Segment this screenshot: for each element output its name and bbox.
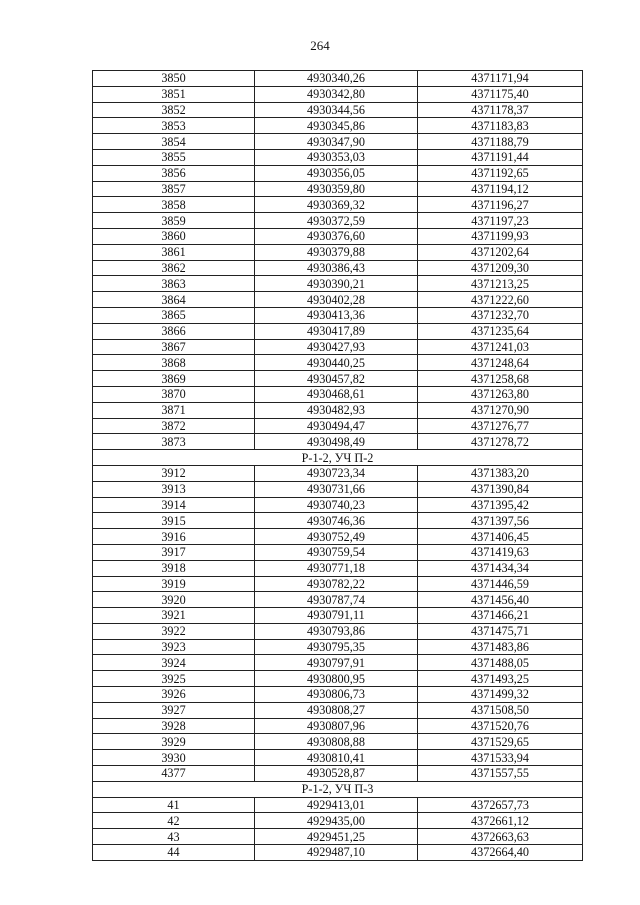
point-number-cell: 3870 — [93, 386, 255, 402]
y-coordinate-cell: 4371278,72 — [418, 434, 583, 450]
point-number-cell: 42 — [93, 813, 255, 829]
y-coordinate-cell: 4371241,03 — [418, 339, 583, 355]
point-number-cell: 3925 — [93, 671, 255, 687]
point-number-cell: 3916 — [93, 529, 255, 545]
x-coordinate-cell: 4930372,59 — [255, 213, 418, 229]
table-row — [93, 418, 583, 434]
point-number-cell: 43 — [93, 829, 255, 845]
y-coordinate-cell: 4371183,83 — [418, 118, 583, 134]
table-row — [93, 307, 583, 323]
y-coordinate-cell: 4371475,71 — [418, 623, 583, 639]
x-coordinate-cell: 4930782,22 — [255, 576, 418, 592]
table-row — [93, 149, 583, 165]
point-number-cell: 3865 — [93, 307, 255, 323]
y-coordinate-cell: 4371248,64 — [418, 355, 583, 371]
y-coordinate-cell: 4371406,45 — [418, 529, 583, 545]
table-row — [93, 371, 583, 387]
y-coordinate-cell: 4371199,93 — [418, 228, 583, 244]
x-coordinate-cell: 4930386,43 — [255, 260, 418, 276]
table-row — [93, 702, 583, 718]
y-coordinate-cell: 4371232,70 — [418, 307, 583, 323]
table-row — [93, 687, 583, 703]
y-coordinate-cell: 4371209,30 — [418, 260, 583, 276]
point-number-cell: 44 — [93, 845, 255, 861]
x-coordinate-cell: 4930752,49 — [255, 529, 418, 545]
point-number-cell: 3863 — [93, 276, 255, 292]
point-number-cell: 3928 — [93, 718, 255, 734]
x-coordinate-cell: 4930797,91 — [255, 655, 418, 671]
table-row — [93, 197, 583, 213]
y-coordinate-cell: 4372661,12 — [418, 813, 583, 829]
x-coordinate-cell: 4930807,96 — [255, 718, 418, 734]
x-coordinate-cell: 4930810,41 — [255, 750, 418, 766]
table-row — [93, 639, 583, 655]
y-coordinate-cell: 4371263,80 — [418, 386, 583, 402]
point-number-cell: 3871 — [93, 402, 255, 418]
x-coordinate-cell: 4930731,66 — [255, 481, 418, 497]
x-coordinate-cell: 4930808,88 — [255, 734, 418, 750]
point-number-cell: 3850 — [93, 71, 255, 87]
y-coordinate-cell: 4371499,32 — [418, 687, 583, 703]
y-coordinate-cell: 4371197,23 — [418, 213, 583, 229]
x-coordinate-cell: 4930359,80 — [255, 181, 418, 197]
point-number-cell: 3923 — [93, 639, 255, 655]
x-coordinate-cell: 4930379,88 — [255, 244, 418, 260]
point-number-cell: 3867 — [93, 339, 255, 355]
point-number-cell: 3864 — [93, 292, 255, 308]
point-number-cell: 3854 — [93, 134, 255, 150]
table-row — [93, 71, 583, 87]
x-coordinate-cell: 4930417,89 — [255, 323, 418, 339]
y-coordinate-cell: 4371390,84 — [418, 481, 583, 497]
point-number-cell: 3852 — [93, 102, 255, 118]
table-row — [93, 339, 583, 355]
x-coordinate-cell: 4930806,73 — [255, 687, 418, 703]
x-coordinate-cell: 4930369,32 — [255, 197, 418, 213]
table-row — [93, 560, 583, 576]
point-number-cell: 3862 — [93, 260, 255, 276]
y-coordinate-cell: 4371466,21 — [418, 608, 583, 624]
y-coordinate-cell: 4371192,65 — [418, 165, 583, 181]
x-coordinate-cell: 4930340,26 — [255, 71, 418, 87]
table-row — [93, 592, 583, 608]
table-row — [93, 260, 583, 276]
table-row — [93, 355, 583, 371]
x-coordinate-cell: 4930808,27 — [255, 702, 418, 718]
table-row — [93, 576, 583, 592]
x-coordinate-cell: 4930759,54 — [255, 544, 418, 560]
table-row — [93, 323, 583, 339]
coordinates-table — [92, 70, 583, 861]
x-coordinate-cell: 4930723,34 — [255, 465, 418, 481]
point-number-cell: 3856 — [93, 165, 255, 181]
x-coordinate-cell: 4930440,25 — [255, 355, 418, 371]
x-coordinate-cell: 4930402,28 — [255, 292, 418, 308]
y-coordinate-cell: 4371171,94 — [418, 71, 583, 87]
y-coordinate-cell: 4371202,64 — [418, 244, 583, 260]
point-number-cell: 3868 — [93, 355, 255, 371]
x-coordinate-cell: 4930795,35 — [255, 639, 418, 655]
y-coordinate-cell: 4371178,37 — [418, 102, 583, 118]
y-coordinate-cell: 4371508,50 — [418, 702, 583, 718]
table-row — [93, 813, 583, 829]
x-coordinate-cell: 4930353,03 — [255, 149, 418, 165]
x-coordinate-cell: 4930342,80 — [255, 86, 418, 102]
point-number-cell: 3917 — [93, 544, 255, 560]
point-number-cell: 3915 — [93, 513, 255, 529]
y-coordinate-cell: 4371383,20 — [418, 465, 583, 481]
table-row — [93, 276, 583, 292]
y-coordinate-cell: 4371493,25 — [418, 671, 583, 687]
y-coordinate-cell: 4371395,42 — [418, 497, 583, 513]
x-coordinate-cell: 4930793,86 — [255, 623, 418, 639]
point-number-cell: 3866 — [93, 323, 255, 339]
y-coordinate-cell: 4371222,60 — [418, 292, 583, 308]
table-row — [93, 228, 583, 244]
point-number-cell: 3859 — [93, 213, 255, 229]
y-coordinate-cell: 4371276,77 — [418, 418, 583, 434]
point-number-cell: 3924 — [93, 655, 255, 671]
point-number-cell: 3913 — [93, 481, 255, 497]
y-coordinate-cell: 4372663,63 — [418, 829, 583, 845]
x-coordinate-cell: 4930528,87 — [255, 766, 418, 782]
x-coordinate-cell: 4929451,25 — [255, 829, 418, 845]
point-number-cell: 3912 — [93, 465, 255, 481]
table-row — [93, 86, 583, 102]
table-row — [93, 118, 583, 134]
table-row — [93, 718, 583, 734]
table-row — [93, 213, 583, 229]
y-coordinate-cell: 4371194,12 — [418, 181, 583, 197]
table-row — [93, 734, 583, 750]
x-coordinate-cell: 4930427,93 — [255, 339, 418, 355]
x-coordinate-cell: 4930347,90 — [255, 134, 418, 150]
x-coordinate-cell: 4930771,18 — [255, 560, 418, 576]
table-row — [93, 766, 583, 782]
table-row — [93, 671, 583, 687]
table-row — [93, 244, 583, 260]
point-number-cell: 3919 — [93, 576, 255, 592]
section-header: Р-1-2, УЧ П-3 — [93, 781, 583, 797]
x-coordinate-cell: 4930468,61 — [255, 386, 418, 402]
y-coordinate-cell: 4371175,40 — [418, 86, 583, 102]
table-row — [93, 434, 583, 450]
point-number-cell: 3872 — [93, 418, 255, 434]
table-row — [93, 481, 583, 497]
y-coordinate-cell: 4371419,63 — [418, 544, 583, 560]
y-coordinate-cell: 4371533,94 — [418, 750, 583, 766]
table-row — [93, 655, 583, 671]
x-coordinate-cell: 4930457,82 — [255, 371, 418, 387]
y-coordinate-cell: 4371456,40 — [418, 592, 583, 608]
table-row — [93, 623, 583, 639]
table-row — [93, 292, 583, 308]
section-header-row — [93, 781, 583, 797]
table-row — [93, 513, 583, 529]
point-number-cell: 3860 — [93, 228, 255, 244]
table-row — [93, 845, 583, 861]
point-number-cell: 3869 — [93, 371, 255, 387]
page-number: 264 — [310, 38, 330, 53]
point-number-cell: 3930 — [93, 750, 255, 766]
point-number-cell: 3927 — [93, 702, 255, 718]
y-coordinate-cell: 4371213,25 — [418, 276, 583, 292]
point-number-cell: 3929 — [93, 734, 255, 750]
point-number-cell: 3921 — [93, 608, 255, 624]
y-coordinate-cell: 4371188,79 — [418, 134, 583, 150]
x-coordinate-cell: 4930376,60 — [255, 228, 418, 244]
point-number-cell: 4377 — [93, 766, 255, 782]
y-coordinate-cell: 4371529,65 — [418, 734, 583, 750]
x-coordinate-cell: 4930390,21 — [255, 276, 418, 292]
x-coordinate-cell: 4930482,93 — [255, 402, 418, 418]
y-coordinate-cell: 4371446,59 — [418, 576, 583, 592]
x-coordinate-cell: 4930787,74 — [255, 592, 418, 608]
x-coordinate-cell: 4930494,47 — [255, 418, 418, 434]
x-coordinate-cell: 4929435,00 — [255, 813, 418, 829]
table-row — [93, 465, 583, 481]
table-row — [93, 544, 583, 560]
x-coordinate-cell: 4930791,11 — [255, 608, 418, 624]
x-coordinate-cell: 4930498,49 — [255, 434, 418, 450]
table-row — [93, 529, 583, 545]
x-coordinate-cell: 4930740,23 — [255, 497, 418, 513]
table-row — [93, 102, 583, 118]
point-number-cell: 3853 — [93, 118, 255, 134]
y-coordinate-cell: 4371520,76 — [418, 718, 583, 734]
table-row — [93, 181, 583, 197]
section-header-row — [93, 450, 583, 466]
table-row — [93, 829, 583, 845]
point-number-cell: 3926 — [93, 687, 255, 703]
point-number-cell: 3851 — [93, 86, 255, 102]
table-row — [93, 165, 583, 181]
x-coordinate-cell: 4930413,36 — [255, 307, 418, 323]
point-number-cell: 3861 — [93, 244, 255, 260]
table-row — [93, 497, 583, 513]
y-coordinate-cell: 4371557,55 — [418, 766, 583, 782]
table-row — [93, 134, 583, 150]
table-row — [93, 750, 583, 766]
table-row — [93, 797, 583, 813]
y-coordinate-cell: 4371258,68 — [418, 371, 583, 387]
point-number-cell: 41 — [93, 797, 255, 813]
point-number-cell: 3914 — [93, 497, 255, 513]
y-coordinate-cell: 4371196,27 — [418, 197, 583, 213]
y-coordinate-cell: 4371397,56 — [418, 513, 583, 529]
section-header: Р-1-2, УЧ П-2 — [93, 450, 583, 466]
x-coordinate-cell: 4929487,10 — [255, 845, 418, 861]
table-row — [93, 386, 583, 402]
x-coordinate-cell: 4930746,36 — [255, 513, 418, 529]
coordinates-table-body — [93, 71, 583, 861]
table-row — [93, 402, 583, 418]
point-number-cell: 3857 — [93, 181, 255, 197]
y-coordinate-cell: 4371235,64 — [418, 323, 583, 339]
x-coordinate-cell: 4929413,01 — [255, 797, 418, 813]
x-coordinate-cell: 4930345,86 — [255, 118, 418, 134]
point-number-cell: 3920 — [93, 592, 255, 608]
point-number-cell: 3922 — [93, 623, 255, 639]
x-coordinate-cell: 4930356,05 — [255, 165, 418, 181]
y-coordinate-cell: 4372664,40 — [418, 845, 583, 861]
point-number-cell: 3873 — [93, 434, 255, 450]
y-coordinate-cell: 4372657,73 — [418, 797, 583, 813]
y-coordinate-cell: 4371483,86 — [418, 639, 583, 655]
y-coordinate-cell: 4371488,05 — [418, 655, 583, 671]
y-coordinate-cell: 4371434,34 — [418, 560, 583, 576]
point-number-cell: 3918 — [93, 560, 255, 576]
y-coordinate-cell: 4371270,90 — [418, 402, 583, 418]
y-coordinate-cell: 4371191,44 — [418, 149, 583, 165]
point-number-cell: 3858 — [93, 197, 255, 213]
x-coordinate-cell: 4930344,56 — [255, 102, 418, 118]
table-row — [93, 608, 583, 624]
x-coordinate-cell: 4930800,95 — [255, 671, 418, 687]
point-number-cell: 3855 — [93, 149, 255, 165]
